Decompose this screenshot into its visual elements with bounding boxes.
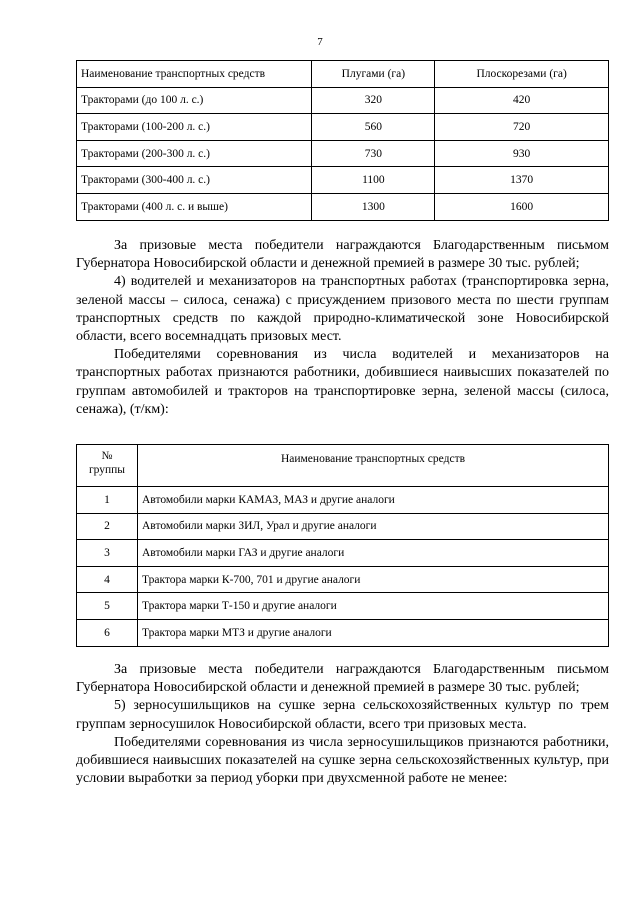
- group-number-cell: 6: [77, 619, 138, 646]
- table-row: [77, 540, 609, 567]
- group-number-cell: 1: [77, 487, 138, 514]
- plows-value-cell: 1300: [312, 193, 435, 220]
- table-row: [77, 193, 609, 220]
- plows-value-cell: 1100: [312, 167, 435, 194]
- table-row: [77, 87, 609, 114]
- column-header-group-number: [77, 445, 138, 487]
- vehicle-name-cell: Трактора марки К-700, 701 и другие аналоги: [138, 566, 609, 593]
- vehicle-name-cell: Трактора марки МТЗ и другие аналоги: [138, 619, 609, 646]
- table-header-row: [77, 61, 609, 88]
- group-number-cell: 3: [77, 540, 138, 567]
- table-row: [77, 566, 609, 593]
- vehicle-name-cell: Тракторами (400 л. с. и выше): [77, 193, 312, 220]
- flat-cutters-value-cell: 420: [435, 87, 609, 114]
- item-5-paragraph: 5) зерносушильщиков на сушке зерна сельскохозяйственных культур по трем группам зерносушилок Новосибирской области, всего три призовых места.: [76, 698, 609, 732]
- item-4-paragraph: 4) водителей и механизаторов на транспортных работах (транспортировка зерна, зеленой массы – силоса, сенажа) с присуждением призового места по шести группам транспортных средств по каждой природно-климатической зоне Новосибирской области, всего восемнадцать призовых мест.: [76, 274, 609, 345]
- vehicle-name-cell: Автомобили марки КАМАЗ, МАЗ и другие аналоги: [138, 487, 609, 514]
- table-header-row: [77, 445, 609, 487]
- table-row: [77, 619, 609, 646]
- column-header-vehicle-name: Наименование транспортных средств: [138, 445, 609, 487]
- plows-value-cell: 730: [312, 140, 435, 167]
- column-header-flat-cutters: Плоскорезами (га): [435, 61, 609, 88]
- winners-criteria-paragraph: Победителями соревнования из числа водителей и механизаторов на транспортных работах признаются работники, добившиеся наивысших показателей по группам автомобилей и тракторов на транспортировке зерна, зеленой массы (силоса, сенажа), (т/км):: [76, 347, 609, 417]
- flat-cutters-value-cell: 1600: [435, 193, 609, 220]
- page-number: 7: [317, 36, 323, 48]
- vehicle-name-cell: Автомобили марки ЗИЛ, Урал и другие аналоги: [138, 513, 609, 540]
- group-number-symbol: №: [101, 450, 113, 462]
- section-dryers-text: [76, 661, 609, 788]
- section-drivers-text: [76, 237, 609, 419]
- vehicle-name-cell: Тракторами (100-200 л. с.): [77, 114, 312, 141]
- group-number-cell: 2: [77, 513, 138, 540]
- group-number-cell: 5: [77, 593, 138, 620]
- table-row: [77, 140, 609, 167]
- vehicle-name-cell: Трактора марки Т-150 и другие аналоги: [138, 593, 609, 620]
- plows-value-cell: 320: [312, 87, 435, 114]
- flat-cutters-value-cell: 720: [435, 114, 609, 141]
- award-paragraph: За призовые места победители награждаются Благодарственным письмом Губернатора Новосибирской области и денежной премией в размере 30 тыс. рублей;: [76, 662, 609, 696]
- award-paragraph: За призовые места победители награждаются Благодарственным письмом Губернатора Новосибирской области и денежной премией в размере 30 тыс. рублей;: [76, 238, 609, 272]
- table-row: [77, 114, 609, 141]
- flat-cutters-value-cell: 930: [435, 140, 609, 167]
- group-number-label: группы: [88, 464, 126, 476]
- winners-criteria-paragraph: Победителями соревнования из числа зерносушильщиков признаются работники, добившиеся наивысших показателей на сушке зерна сельскохозяйственных культур, при условии выработки за период уборки при двухсменной работе не менее:: [76, 734, 609, 787]
- vehicle-name-cell: Тракторами (до 100 л. с.): [77, 87, 312, 114]
- plows-value-cell: 560: [312, 114, 435, 141]
- table-row: [77, 593, 609, 620]
- vehicle-name-cell: Тракторами (300-400 л. с.): [77, 167, 312, 194]
- table-row: [77, 167, 609, 194]
- flat-cutters-value-cell: 1370: [435, 167, 609, 194]
- vehicle-name-cell: Тракторами (200-300 л. с.): [77, 140, 312, 167]
- table-row: [77, 487, 609, 514]
- column-header-plows: Плугами (га): [312, 61, 435, 88]
- table-row: [77, 513, 609, 540]
- tillage-norms-table: [76, 60, 609, 221]
- column-header-vehicle-name: Наименование транспортных средств: [77, 61, 312, 88]
- vehicle-name-cell: Автомобили марки ГАЗ и другие аналоги: [138, 540, 609, 567]
- vehicle-groups-table: [76, 444, 609, 647]
- group-number-cell: 4: [77, 566, 138, 593]
